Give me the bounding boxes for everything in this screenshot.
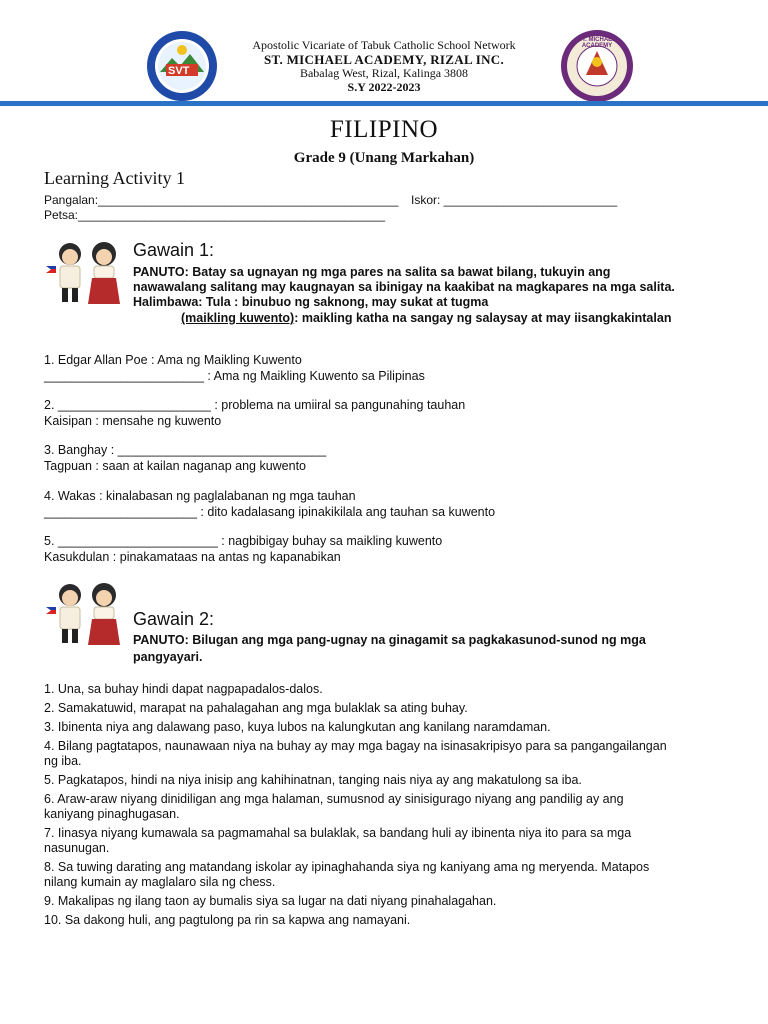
example-underlined-word: (maikling kuwento): [181, 311, 295, 325]
gawain2-panuto-line1: PANUTO: Bilugan ang mga pang-ugnay na ginagamit sa pagkakasunod-sunod ng mga: [133, 633, 646, 647]
header-divider: [0, 101, 768, 106]
gawain2-item-9-line-1: 9. Makalipas ng ilang taon ay bumalis siya sa lugar na dati niyang pinahalagahan.: [44, 894, 497, 908]
gawain1-item-1-line-1: 1. Edgar Allan Poe : Ama ng Maikling Kuwento: [44, 353, 302, 367]
gawain2-panuto-line2: pangyayari.: [133, 650, 203, 664]
gawain1-halimbawa: Halimbawa: Tula : binubuo ng saknong, may sukat at tugma: [133, 295, 489, 309]
gawain1-item-5-line-1: 5. _______________________ : nagbibigay buhay sa maikling kuwento: [44, 534, 443, 548]
gawain1-item-2-line-2: Kaisipan : mensahe ng kuwento: [44, 414, 222, 428]
score-field[interactable]: Iskor: __________________________: [411, 193, 618, 207]
gawain1-item-4-line-1: 4. Wakas : kinalabasan ng paglalabanan ng mga tauhan: [44, 489, 356, 503]
gawain2-item-2-line-1: 2. Samakatuwid, marapat na pahalagahan ang mga bulaklak sa ating buhay.: [44, 701, 468, 715]
gawain2-item-8-line-2: nilang kumain ay maglalaro sila ng chess.: [44, 875, 276, 889]
school-name: ST. MICHAEL ACADEMY, RIZAL INC.: [263, 52, 505, 67]
gawain2-item-1-line-1: 1. Una, sa buhay hindi dapat nagpapadalos-dalos.: [44, 682, 323, 696]
gawain2-item-10-line-1: 10. Sa dakong huli, ang pagtulong pa rin sa kapwa ang namayani.: [44, 913, 411, 927]
filipino-kids-illustration: [44, 240, 126, 306]
example-definition: : maikling katha na sangay ng salaysay at may iisangkakintalan: [294, 311, 672, 325]
gawain2-item-3-line-1: 3. Ibinenta niya ang dalawang paso, kuya lubos na kalungkutan ang kanilang naramdaman.: [44, 720, 551, 734]
gawain2-item-5-line-1: 5. Pagkatapos, hindi na niya inisip ang kahihinatnan, tanging nais niya ay ang makatulong sa iba.: [44, 773, 582, 787]
gawain1-item-3-line-2: Tagpuan : saan at kailan naganap ang kuwento: [44, 459, 307, 473]
gawain1-item-3-line-1: 3. Banghay : ______________________________: [44, 443, 327, 457]
right-logo-text: ST. MICHAEL ACADEMY: [578, 37, 616, 49]
gawain2-item-7-line-1: 7. Iinasya niyang kumawala sa pagmamahal sa bulaklak, sa bandang huli ay ibinenta niya ito para sa mga: [44, 826, 632, 840]
gawain1-item-5-line-2: Kasukdulan : pinakamataas na antas ng kapanabikan: [44, 550, 341, 564]
gawain2-item-6-line-1: 6. Araw-araw niyang dinidiligan ang mga halaman, sumusnod ay sinisigurago niyang ang pandilig ay ang: [44, 792, 624, 806]
gawain2-item-4-line-1: 4. Bilang pagtatapos, naunawaan niya na buhay ay may mga bagay na isinasakripisyo para sa pangangailangan: [44, 739, 667, 753]
page-title: FILIPINO: [329, 116, 439, 143]
gawain1-item-4-line-2: ______________________ : dito kadalasang ipinakikilala ang tauhan sa kuwento: [44, 505, 496, 519]
school-address: Babalag West, Rizal, Kalinga 3808: [299, 66, 469, 80]
gawain1-panuto-line2: nawawalang salitang may kaugnayan sa ibinigay na kaakibat na magkapares na mga salita.: [133, 280, 675, 294]
activity-title: Learning Activity 1: [44, 168, 185, 188]
filipino-kids-illustration-2: [44, 581, 126, 647]
name-field[interactable]: Pangalan:_____________________________________________: [44, 193, 399, 207]
gawain1-panuto-line1: PANUTO: Batay sa ugnayan ng mga pares na salita sa bawat bilang, tukuyin ang: [133, 265, 611, 279]
school-year: S.Y 2022-2023: [347, 80, 421, 94]
gawain1-item-2-line-1: 2. ______________________ : problema na umiiral sa pangunahing tauhan: [44, 398, 466, 412]
gawain2-title: Gawain 2:: [133, 609, 215, 629]
gawain1-item-1-line-2: _______________________ : Ama ng Maikling Kuwento sa Pilipinas: [44, 369, 425, 383]
network-name: Apostolic Vicariate of Tabuk Catholic School Network: [252, 38, 516, 52]
gawain2-item-7-line-2: nasunugan.: [44, 841, 110, 855]
gawain2-item-4-line-2: ng iba.: [44, 754, 82, 768]
gawain1-example-line: [181, 310, 671, 326]
gawain2-item-6-line-2: kaniyang pinaghugasan.: [44, 807, 180, 821]
gawain2-item-8-line-1: 8. Sa tuwing darating ang matandang iskolar ay ipinaghahanda siya ng kaniyang ama ng meryenda. Matapos: [44, 860, 650, 874]
left-logo-text: SVT: [168, 65, 190, 77]
gawain1-title: Gawain 1:: [133, 240, 215, 260]
page-subtitle: Grade 9 (Unang Markahan): [293, 150, 475, 166]
date-field[interactable]: Petsa:______________________________________________: [44, 208, 386, 222]
